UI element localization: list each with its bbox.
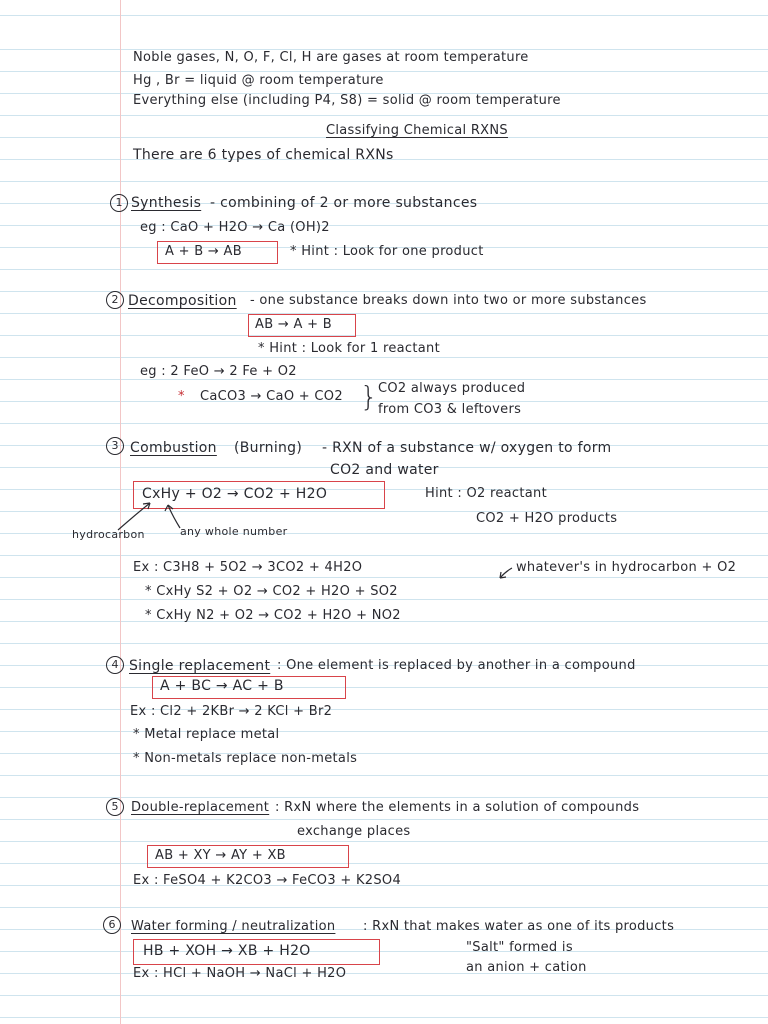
number-3: 3 (106, 437, 124, 455)
single-replacement-note-1: * Metal replace metal (133, 727, 280, 742)
number-4: 4 (106, 656, 124, 674)
combustion-example-1: Ex : C3H8 + 5O2 → 3CO2 + 4H2O (133, 560, 363, 575)
hydrocarbon-label: hydrocarbon (72, 528, 145, 541)
water-forming-formula: HB + XOH → XB + H2O (143, 943, 311, 959)
decomposition-formula: AB → A + B (255, 317, 332, 332)
double-replacement-example: Ex : FeSO4 + K2CO3 → FeCO3 + K2SO4 (133, 873, 402, 888)
combustion-formula: CxHy + O2 → CO2 + H2O (142, 486, 328, 502)
single-replacement-example: Ex : Cl2 + 2KBr → 2 KCl + Br2 (130, 704, 333, 719)
synthesis-formula: A + B → AB (165, 244, 242, 259)
double-replacement-desc-2: exchange places (297, 824, 411, 839)
whatever-arrow (500, 568, 512, 578)
page-title: Classifying Chemical RXNS (326, 123, 508, 138)
synthesis-title: Synthesis (131, 195, 202, 211)
double-replacement-desc: : RxN where the elements in a solution of compounds (275, 800, 640, 815)
single-replacement-formula: A + BC → AC + B (160, 678, 284, 694)
water-forming-title: Water forming / neutralization (131, 919, 336, 934)
combustion-hint-1: Hint : O2 reactant (425, 486, 547, 501)
liquids-line: Hg , Br = liquid @ room temperature (133, 73, 384, 88)
number-5: 5 (106, 798, 124, 816)
water-forming-example: Ex : HCl + NaOH → NaCl + H2O (133, 966, 347, 981)
gases-line: Noble gases, N, O, F, Cl, H are gases at room temperature (133, 50, 529, 65)
decomposition-hint: * Hint : Look for 1 reactant (258, 341, 440, 356)
whole-number-arrow (168, 505, 180, 528)
double-replacement-formula: AB + XY → AY + XB (155, 848, 286, 863)
water-forming-note-2: an anion + cation (466, 960, 587, 975)
number-2: 2 (106, 291, 124, 309)
number-6: 6 (103, 916, 121, 934)
combustion-hint-2: CO2 + H2O products (476, 511, 618, 526)
double-replacement-title: Double-replacement (131, 800, 270, 815)
combustion-example-3: * CxHy N2 + O2 → CO2 + H2O + NO2 (145, 608, 401, 623)
whole-number-label: any whole number (180, 525, 288, 538)
brace: } (360, 380, 379, 413)
decomposition-note-2: from CO3 & leftovers (378, 402, 522, 417)
water-forming-note-1: "Salt" formed is (466, 940, 573, 955)
single-replacement-desc: : One element is replaced by another in a compound (277, 658, 636, 673)
combustion-desc: - RXN of a substance w/ oxygen to form (322, 440, 612, 456)
decomposition-star: * (178, 389, 185, 404)
decomposition-title: Decomposition (128, 293, 237, 309)
synthesis-hint: * Hint : Look for one product (290, 244, 484, 259)
combustion-paren: (Burning) (234, 440, 303, 456)
single-replacement-note-2: * Non-metals replace non-metals (133, 751, 358, 766)
combustion-title: Combustion (130, 440, 217, 456)
solids-line: Everything else (including P4, S8) = solid @ room temperature (133, 93, 561, 108)
hydrocarbon-arrow (118, 503, 150, 530)
decomposition-example-2: CaCO3 → CaO + CO2 (200, 389, 343, 404)
decomposition-example-1: eg : 2 FeO → 2 Fe + O2 (140, 364, 297, 379)
synthesis-desc: - combining of 2 or more substances (210, 195, 478, 211)
decomposition-desc: - one substance breaks down into two or more substances (250, 293, 647, 308)
number-1: 1 (110, 194, 128, 212)
single-replacement-title: Single replacement (129, 658, 271, 674)
combustion-desc-2: CO2 and water (330, 462, 439, 478)
intro-line: There are 6 types of chemical RXNs (133, 147, 394, 163)
combustion-example-1-note: whatever's in hydrocarbon + O2 (516, 560, 737, 575)
combustion-example-2: * CxHy S2 + O2 → CO2 + H2O + SO2 (145, 584, 398, 599)
synthesis-example: eg : CaO + H2O → Ca (OH)2 (140, 220, 330, 235)
decomposition-note-1: CO2 always produced (378, 381, 526, 396)
water-forming-desc: : RxN that makes water as one of its products (363, 919, 675, 934)
